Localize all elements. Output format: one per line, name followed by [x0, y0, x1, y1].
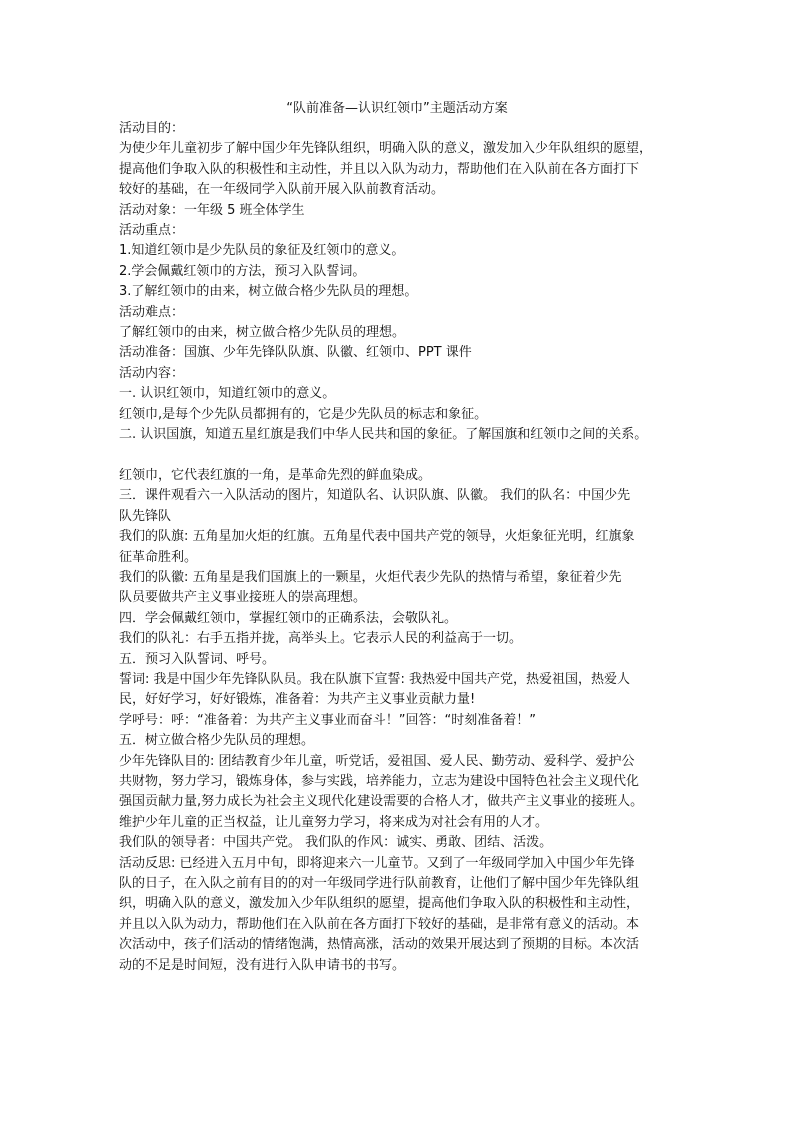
text-line: 强国贡献力量,努力成长为社会主义现代化建设需要的合格人才，做共产主义事业的接班人。 — [119, 794, 644, 810]
text-line: 了解红领巾的由来，树立做合格少先队员的理想。 — [119, 325, 406, 341]
text-line: 提高他们争取入队的积极性和主动性，并且以入队为动力，帮助他们在入队前在各方面打下 — [119, 161, 640, 177]
text-line: 为使少年儿童初步了解中国少年先锋队组织，明确入队的意义，激发加入少年队组织的愿望， — [119, 141, 653, 157]
text-line: 活动准备：国旗、少年先锋队队旗、队徽、红领巾、PPT 课件 — [119, 345, 472, 361]
text-line: 我们的队礼：右手五指并拢，高举头上。它表示人民的利益高于一切。 — [119, 631, 523, 647]
text-line: 一. 认识红领巾，知道红领巾的意义。 — [119, 386, 336, 402]
text-line: 活动对象：一年级 5 班全体学生 — [119, 202, 305, 218]
text-line: 四．学会佩戴红领巾，掌握红领巾的正确系法，会敬队礼。 — [119, 610, 458, 626]
text-line: 次活动中，孩子们活动的情绪饱满，热情高涨，活动的效果开展达到了预期的目标。本次活 — [119, 937, 640, 953]
text-line: 二. 认识国旗，知道五星红旗是我们中华人民共和国的象征。了解国旗和红领巾之间的关系。 — [119, 427, 648, 443]
document-title: “队前准备—认识红领巾”主题活动方案 — [286, 101, 508, 116]
text-line: 活动目的： — [119, 121, 185, 136]
text-line: 维护少年儿童的正当权益，让儿童努力学习，将来成为对社会有用的人才。 — [119, 814, 549, 830]
text-line — [119, 446, 691, 466]
text-line: 织，明确入队的意义，激发加入少年队组织的愿望，提高他们争取入队的积极性和主动性， — [119, 896, 640, 912]
text-line: 我们的队徽: 五角星是我们国旗上的一颗星，火炬代表少先队的热情与希望，象征着少先 — [119, 569, 622, 585]
text-line: 较好的基础，在一年级同学入队前开展入队前教育活动。 — [119, 182, 445, 198]
text-line: 活动难点： — [119, 304, 185, 320]
text-line: 队的日子，在入队之前有目的的对一年级同学进行队前教育，让他们了解中国少年先锋队组 — [119, 876, 640, 892]
text-line: 少年先锋队目的: 团结教育少年儿童，听党话，爱祖国、爱人民、勤劳动、爱科学、爱护公 — [119, 753, 635, 769]
text-line: 并且以入队为动力，帮助他们在入队前在各方面打下较好的基础，是非常有意义的活动。本 — [119, 916, 640, 932]
text-line: 征革命胜利。 — [119, 549, 198, 565]
text-line: 2.学会佩戴红领巾的方法，预习入队誓词。 — [119, 263, 366, 279]
text-line: 活动重点： — [119, 223, 185, 239]
text-line: 红领巾，它代表红旗的一角，是革命先烈的鲜血染成。 — [119, 467, 432, 483]
text-line: 我们的队旗: 五角星加火炬的红旗。五角星代表中国共产党的领导，火炬象征光明，红旗象 — [119, 529, 635, 545]
text-line: 我们队的领导者：中国共产党。 我们队的作风：诚实、勇敢、团结、活泼。 — [119, 835, 553, 851]
text-line: 队员要做共产主义事业接班人的崇高理想。 — [119, 590, 367, 606]
text-line: 五．预习入队誓词、呼号。 — [119, 651, 276, 667]
text-line: 动的不足是时间短，没有进行入队申请书的书写。 — [119, 957, 406, 973]
text-line: 共财物，努力学习，锻炼身体，参与实践，培养能力，立志为建设中国特色社会主义现代化 — [119, 773, 640, 789]
text-line: 1.知道红领巾是少先队员的象征及红领巾的意义。 — [119, 243, 405, 259]
text-line: 五．树立做合格少先队员的理想。 — [119, 733, 315, 749]
text-line: 红领巾,是每个少先队员都拥有的，它是少先队员的标志和象征。 — [119, 406, 488, 422]
text-line: 队先锋队 — [119, 508, 172, 524]
text-line: 活动内容： — [119, 365, 185, 381]
text-line: 誓词: 我是中国少年先锋队队员。我在队旗下宣誓: 我热爱中国共产党，热爱祖国，热爱人 — [119, 671, 631, 687]
text-line: 民，好好学习，好好锻炼，准备着：为共产主义事业贡献力量! — [119, 692, 476, 708]
text-line: 学呼号：呼：“准备着：为共产主义事业而奋斗！”回答：“时刻准备着！” — [119, 712, 536, 728]
text-line: 三．课件观看六一入队活动的图片，知道队名、认识队旗、队徽。 我们的队名：中国少先 — [119, 488, 631, 504]
document-body — [119, 119, 691, 976]
text-line: 3.了解红领巾的由来，树立做合格少先队员的理想。 — [119, 284, 418, 300]
text-line: 活动反思: 已经进入五月中旬，即将迎来六一儿童节。又到了一年级同学加入中国少年先锋 — [119, 855, 635, 871]
